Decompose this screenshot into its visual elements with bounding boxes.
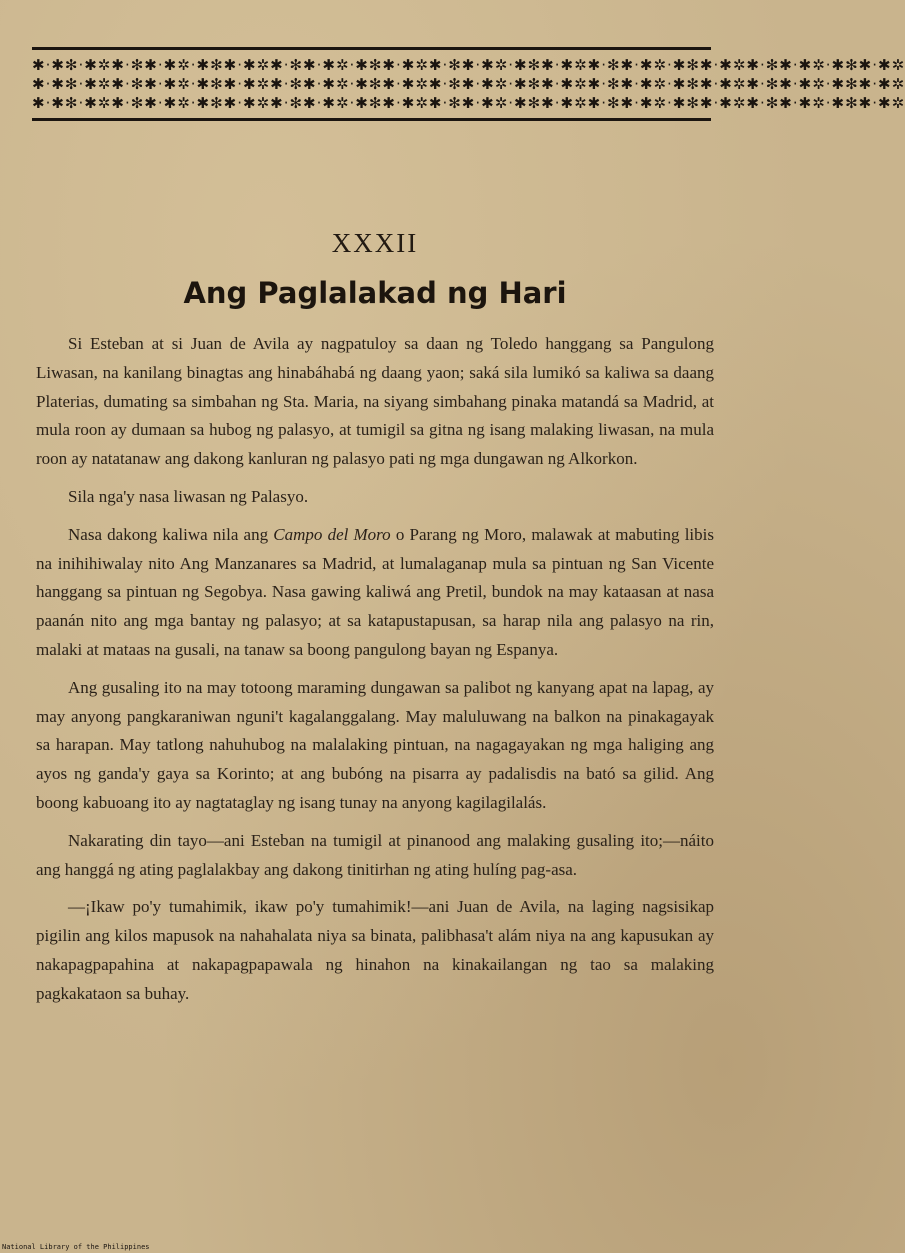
chapter-number: XXXII — [331, 228, 419, 258]
italic-place-name: Campo del Moro — [273, 524, 391, 544]
paragraph: —¡Ikaw po'y tumahimik, ikaw po'y tumahimik!—ani Juan de Avila, na laging nagsisikap pigilin ang kilos mapusok na nahahalata niya sa binata, palibhasa't alám niya na ang kapusukan ay nakapagpapahina at nakapagpapawala ng hinahon na kinakailangan ng tao sa malaking pagkakataon sa buhay. — [36, 897, 714, 1003]
paragraph: Ang gusaling ito na may totoong maraming dungawan sa palibot ng kanyang apat na lapag, ay may anyong pangkaraniwan nguni't kagalanggalang. May maluluwang na balkon na pinakagayak sa harapan. May tatlong nahuhubog na malalaking pintuan, na nagagayakan ng mga haliging ang ayos ng ganda'y gaya sa Korinto; at ang bubóng na pisarra ay padalisdis na bató sa gilid. Ang boong kabuoang ito ay nagtataglay ng isang tunay na anyong kagilagilalás. — [36, 677, 714, 812]
paragraph: Si Esteban at si Juan de Avila ay nagpatuloy sa daan ng Toledo hanggang sa Pangulong Liwasan, na kanilang binagtas ang hinabáhabá ng daang yaon; saká sila lumikó sa kaliwa sa daang Platerias, dumating sa simbahan ng Sta. Maria, na siyang simbahang pinaka matandá sa Madrid, at mula roon ay dumaan sa hubog ng palasyo, at tumigil sa gitna ng isang malaking liwasan, na mula roon ay natatanaw ang dakong kanluran ng palasyo pati ng mga dungawan ng Alkorkon. — [36, 334, 714, 469]
ornament-row: ✱·✱✻·✱✲✱·✻✱·✱✲·✱✻✱·✱✲✱·✻✱·✱✲·✱✻✱·✱✲✱·✻✱·✱✲·✱✻✱·✱✲✱·✻✱·✱✲·✱✻✱·✱✲✱·✻✱·✱✲·✱✻✱·✱✲ — [32, 75, 905, 93]
chapter-body — [36, 330, 714, 1018]
paragraph-text: o Parang ng Moro, malawak at mabuting libis na inihihiwalay nito Ang Manzanares sa Madrid, at lumalaganap mula sa pintuan ng San Vicente hanggang sa pintuan ng Segobya. Nasa gawing kaliwá ang Pretil, bundok na may kataasan at nasa paanán nito ang mga bantay ng palasyo; at sa katapustapusan, sa harap nila ang palasyo na rin, malaki at mataas na gusali, na tanaw sa boong pangulong bayan ng Espanya. — [36, 524, 714, 659]
paragraph-text: Nasa dakong kaliwa nila ang — [68, 524, 274, 544]
ornamental-border — [32, 56, 905, 114]
library-credit: National Library of the Philippines — [2, 1243, 150, 1251]
top-rule — [32, 47, 711, 50]
paragraph — [36, 521, 714, 665]
ornament-row: ✱·✱✻·✱✲✱·✻✱·✱✲·✱✻✱·✱✲✱·✻✱·✱✲·✱✻✱·✱✲✱·✻✱·✱✲·✱✻✱·✱✲✱·✻✱·✱✲·✱✻✱·✱✲✱·✻✱·✱✲·✱✻✱·✱✲ — [32, 56, 905, 74]
paragraph: Sila nga'y nasa liwasan ng Palasyo. — [68, 486, 309, 506]
chapter-title: Ang Paglalakad ng Hari — [183, 276, 567, 310]
bottom-rule — [32, 118, 711, 121]
ornament-row: ✱·✱✻·✱✲✱·✻✱·✱✲·✱✻✱·✱✲✱·✻✱·✱✲·✱✻✱·✱✲✱·✻✱·✱✲·✱✻✱·✱✲✱·✻✱·✱✲·✱✻✱·✱✲✱·✻✱·✱✲·✱✻✱·✱✲ — [32, 94, 905, 112]
paragraph: Nakarating din tayo—ani Esteban na tumigil at pinanood ang malaking gusaling ito;—náito ang hanggá ng ating paglalakbay ang dakong tinitirhan ng ating hulíng pag-asa. — [36, 830, 714, 879]
